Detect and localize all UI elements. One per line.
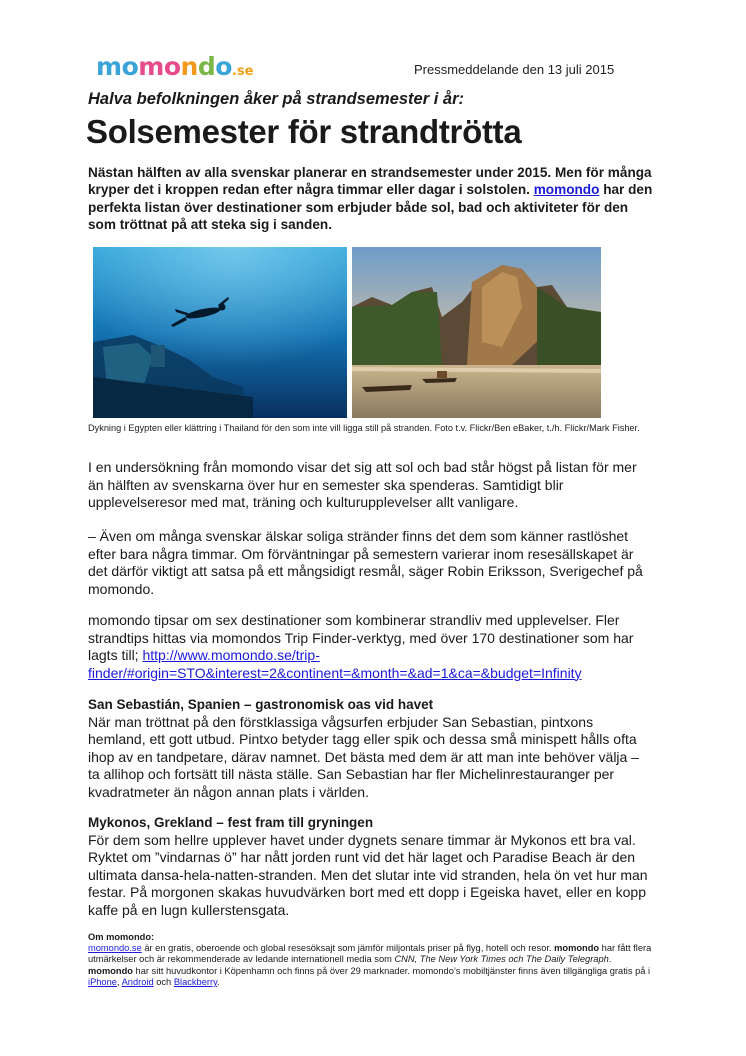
blackberry-link[interactable]: Blackberry: [173, 976, 218, 987]
section-mykonos: [88, 814, 648, 919]
logo-letter: o: [163, 52, 181, 81]
photo-caption: Dykning i Egypten eller klättring i Thailand för den som inte vill ligga still på stranden. Foto t.v. Flickr/Ben eBaker, t./h. Flickr/Mark Fisher.: [88, 423, 640, 433]
iphone-link[interactable]: iPhone: [88, 976, 117, 987]
logo-letter: o: [121, 52, 139, 81]
logo-tld: .se: [231, 64, 254, 79]
about-title: Om momondo:: [88, 932, 155, 942]
paragraph-1: I en undersökning från momondo visar det sig att sol och bad står högst på listan för mer än hälften av svenskarna över hur en semester ska spenderas. Samtidigt blir upplevelseresor med mat, träning och kulturupplevelser allt vanligare.: [88, 459, 637, 510]
about-text: har sitt huvudkontor i Köpenhamn och finns på över 29 marknader. momondo’s mobiltjänster finns även tillgängliga gratis på i: [132, 965, 651, 976]
section-title: San Sebastián, Spanien – gastronomisk oas vid havet: [88, 697, 434, 712]
about-text: är en gratis, oberoende och global resesöksajt som jämför miljontals priser på flyg, hotell och resor.: [141, 943, 555, 954]
paragraph-3-text: momondo tipsar om sex destinationer som kombinerar strandliv med upplevelser. Fler strandtips hittas via momondos Trip Finder-verktyg, med över 170 destinationer som har lagts till;: [88, 612, 634, 663]
diving-photo-illustration: [93, 247, 347, 418]
paragraph-3: [88, 612, 648, 682]
lead-paragraph: [88, 164, 658, 234]
lead-text-after: har den perfekta listan över destinationer som erbjuder både sol, bad och aktiviteter för den som tröttnat på att steka sig i sanden.: [88, 182, 653, 233]
about-brand: momondo: [88, 965, 133, 976]
about-momondo: [88, 932, 658, 988]
section-text: För dem som hellre upplever havet under dygnets senare timmar är Mykonos ett bra val. Ryktet om ”vindarnas ö” har nått jorden runt vid det här laget och Paradise Beach är den ultimata dansa-hela-natten-stranden. Men det slutar inte vid stranden, hela ön vet hur man festar. På morgonen skakas huvudvärken bort med ett dopp i Egeiska havet, eller en kopp kaffe på en lugn kullerstensgata.: [88, 831, 648, 918]
logo-letter: o: [215, 52, 232, 81]
thailand-photo-illustration: [352, 247, 601, 418]
diving-photo: [93, 247, 347, 418]
about-text: och: [153, 976, 174, 987]
logo-letter: n: [180, 52, 198, 81]
momondo-se-link[interactable]: momondo.se: [88, 943, 142, 954]
logo-letter: m: [138, 52, 164, 81]
paragraph-2: – Även om många svenskar älskar soliga stränder finns det dem som känner rastlöshet efter bara några timmar. Om förväntningar på semestern varierar inom resesällskapet är det därför viktigt att satsa på ett mångsidigt resmål, säger Robin Eriksson, Sverigechef på momondo.: [88, 528, 643, 597]
thailand-photo: [352, 247, 601, 418]
headline: Solsemester för strandtrötta: [86, 113, 522, 150]
press-release-date: Pressmeddelande den 13 juli 2015: [414, 62, 615, 77]
logo-letter: d: [197, 52, 216, 81]
kicker: Halva befolkningen åker på strandsemester i år:: [88, 90, 464, 108]
momondo-link[interactable]: momondo: [533, 182, 600, 198]
logo-letter: m: [96, 52, 122, 81]
section-san-sebastian: [88, 696, 648, 801]
logo-letters: [96, 52, 232, 81]
momondo-logo[interactable]: [96, 52, 253, 87]
section-text: När man tröttnat på den förstklassiga vågsurfen erbjuder San Sebastian, pintxons hemland, ett gott utbud. Pintxo betyder tagg eller spik och dessa små minispett hålls ofta ihop av en tandpetare, därav namnet. Det bästa med dem är att man inte behöver välja – ta allihop och fortsätt till nästa ställe. San Sebastian har fler Michelinrestauranger per kvadratmeter än någon annan plats i världen.: [88, 713, 639, 800]
about-text: .: [608, 954, 612, 965]
about-text: .: [217, 976, 220, 987]
trip-finder-link[interactable]: http://www.momondo.se/trip-finder/#origin=STO&interest=2&continent=&month=&ad=1&ca=&budget=Infinity: [88, 647, 582, 681]
about-brand: momondo: [554, 943, 600, 954]
section-title: Mykonos, Grekland – fest fram till gryningen: [88, 815, 374, 830]
about-text: har fått flera utmärkelser och är rekommenderade av ledande internationell media som: [88, 943, 652, 965]
android-link[interactable]: Android: [121, 976, 154, 987]
about-text: ,: [116, 976, 122, 987]
lead-text-before: Nästan hälften av alla svenskar planerar en strandsemester under 2015. Men för många kryper det i kroppen redan efter några timmar eller dagar i solstolen.: [88, 165, 652, 198]
about-media: CNN, The New York Times och The Daily Telegraph: [394, 954, 609, 965]
